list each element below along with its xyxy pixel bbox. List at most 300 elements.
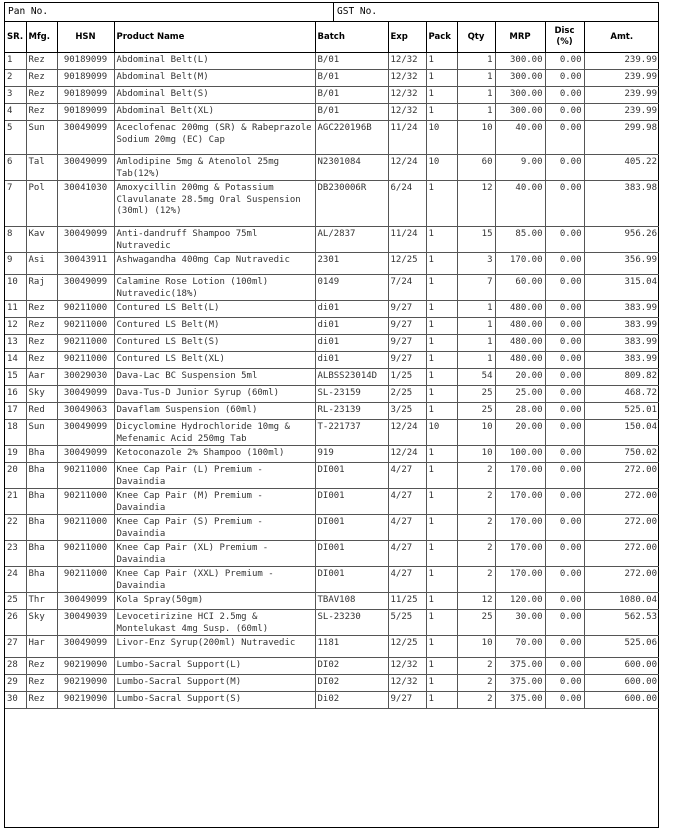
hsn-cell: 90211000 xyxy=(57,567,114,593)
sr-cell: 8 xyxy=(5,227,26,253)
sr-cell: 22 xyxy=(5,515,26,541)
product-name-cell: Calamine Rose Lotion (100ml) Nutravedic(18%) xyxy=(114,275,315,301)
product-name-cell: Aceclofenac 200mg (SR) & Rabeprazole Sodium 20mg (EC) Cap xyxy=(114,121,315,155)
exp-cell: 3/25 xyxy=(388,403,426,420)
mfg-cell: Raj xyxy=(26,275,57,301)
mrp-cell: 30.00 xyxy=(495,610,545,636)
amount-cell: 239.99 xyxy=(584,104,659,121)
exp-cell: 11/25 xyxy=(388,593,426,610)
batch-cell: di01 xyxy=(315,352,388,369)
qty-cell: 2 xyxy=(457,675,495,692)
qty-cell: 1 xyxy=(457,335,495,352)
pack-cell: 1 xyxy=(426,610,457,636)
sr-cell: 14 xyxy=(5,352,26,369)
qty-cell: 12 xyxy=(457,593,495,610)
product-name-cell: Knee Cap Pair (S) Premium - Davaindia xyxy=(114,515,315,541)
disc-cell: 0.00 xyxy=(545,352,584,369)
pack-cell: 1 xyxy=(426,87,457,104)
table-row xyxy=(5,420,659,446)
batch-cell: 1181 xyxy=(315,636,388,658)
pack-cell: 1 xyxy=(426,70,457,87)
exp-cell: 11/24 xyxy=(388,227,426,253)
disc-cell: 0.00 xyxy=(545,420,584,446)
qty-cell: 2 xyxy=(457,463,495,489)
disc-cell: 0.00 xyxy=(545,658,584,675)
exp-cell: 12/25 xyxy=(388,636,426,658)
product-name-cell: Abdominal Belt(S) xyxy=(114,87,315,104)
mrp-cell: 480.00 xyxy=(495,301,545,318)
amount-cell: 750.02 xyxy=(584,446,659,463)
amount-cell: 272.00 xyxy=(584,515,659,541)
qty-cell: 1 xyxy=(457,318,495,335)
pack-cell: 1 xyxy=(426,489,457,515)
batch-header: Batch xyxy=(315,22,388,53)
mrp-cell: 480.00 xyxy=(495,318,545,335)
product-name-cell: Amlodipine 5mg & Atenolol 25mg Tab(12%) xyxy=(114,155,315,181)
sr-cell: 21 xyxy=(5,489,26,515)
qty-cell: 12 xyxy=(457,181,495,227)
sr-cell: 30 xyxy=(5,692,26,709)
product-name-cell: Amoxycillin 200mg & Potassium Clavulanate 28.5mg Oral Suspension (30ml) (12%) xyxy=(114,181,315,227)
mfg-cell: Bha xyxy=(26,489,57,515)
product-name-cell: Abdominal Belt(XL) xyxy=(114,104,315,121)
hsn-cell: 30049039 xyxy=(57,610,114,636)
disc-cell: 0.00 xyxy=(545,515,584,541)
batch-cell: DI02 xyxy=(315,675,388,692)
qty-cell: 1 xyxy=(457,352,495,369)
batch-cell: di01 xyxy=(315,301,388,318)
pack-cell: 1 xyxy=(426,567,457,593)
mfg-cell: Rez xyxy=(26,658,57,675)
batch-cell: AL/2837 xyxy=(315,227,388,253)
exp-cell: 6/24 xyxy=(388,181,426,227)
pack-cell: 10 xyxy=(426,155,457,181)
mfg-cell: Kav xyxy=(26,227,57,253)
batch-cell: B/01 xyxy=(315,87,388,104)
mrp-cell: 20.00 xyxy=(495,369,545,386)
table-row xyxy=(5,446,659,463)
pack-cell: 1 xyxy=(426,227,457,253)
hsn-cell: 90219090 xyxy=(57,692,114,709)
hsn-cell: 30043911 xyxy=(57,253,114,275)
disc-cell: 0.00 xyxy=(545,318,584,335)
disc-cell: 0.00 xyxy=(545,567,584,593)
amount-cell: 956.26 xyxy=(584,227,659,253)
product-name-cell: Contured LS Belt(M) xyxy=(114,318,315,335)
product-name-cell: Knee Cap Pair (XXL) Premium - Davaindia xyxy=(114,567,315,593)
product-name-header: Product Name xyxy=(114,22,315,53)
disc-cell: 0.00 xyxy=(545,692,584,709)
exp-cell: 12/24 xyxy=(388,420,426,446)
pack-cell: 1 xyxy=(426,301,457,318)
disc-cell: 0.00 xyxy=(545,593,584,610)
batch-cell: B/01 xyxy=(315,53,388,70)
batch-cell: RL-23139 xyxy=(315,403,388,420)
mrp-cell: 480.00 xyxy=(495,335,545,352)
mfg-cell: Rez xyxy=(26,335,57,352)
mfg-cell: Rez xyxy=(26,301,57,318)
product-name-cell: Ketoconazole 2% Shampoo (100ml) xyxy=(114,446,315,463)
exp-cell: 9/27 xyxy=(388,318,426,335)
mrp-cell: 9.00 xyxy=(495,155,545,181)
sr-cell: 11 xyxy=(5,301,26,318)
disc-cell: 0.00 xyxy=(545,253,584,275)
exp-cell: 12/32 xyxy=(388,53,426,70)
exp-cell: 1/25 xyxy=(388,369,426,386)
hsn-cell: 90211000 xyxy=(57,352,114,369)
product-name-cell: Dicyclomine Hydrochloride 10mg & Mefenamic Acid 250mg Tab xyxy=(114,420,315,446)
pack-cell: 1 xyxy=(426,386,457,403)
qty-cell: 2 xyxy=(457,692,495,709)
sr-cell: 10 xyxy=(5,275,26,301)
batch-cell: N2301084 xyxy=(315,155,388,181)
product-name-cell: Contured LS Belt(XL) xyxy=(114,352,315,369)
exp-cell: 9/27 xyxy=(388,335,426,352)
mfg-cell: Bha xyxy=(26,541,57,567)
disc-cell: 0.00 xyxy=(545,275,584,301)
exp-cell: 12/32 xyxy=(388,675,426,692)
batch-cell: di01 xyxy=(315,335,388,352)
amount-cell: 1080.04 xyxy=(584,593,659,610)
hsn-cell: 90211000 xyxy=(57,335,114,352)
exp-cell: 2/25 xyxy=(388,386,426,403)
exp-cell: 12/24 xyxy=(388,446,426,463)
qty-cell: 3 xyxy=(457,253,495,275)
sr-cell: 2 xyxy=(5,70,26,87)
disc-cell: 0.00 xyxy=(545,541,584,567)
table-row xyxy=(5,658,659,675)
amount-cell: 239.99 xyxy=(584,87,659,104)
exp-cell: 12/32 xyxy=(388,70,426,87)
disc-cell: 0.00 xyxy=(545,610,584,636)
table-row xyxy=(5,87,659,104)
sr-cell: 9 xyxy=(5,253,26,275)
table-row xyxy=(5,121,659,155)
table-row xyxy=(5,275,659,301)
amount-cell: 809.82 xyxy=(584,369,659,386)
amount-cell: 525.01 xyxy=(584,403,659,420)
disc-cell: 0.00 xyxy=(545,489,584,515)
batch-cell: DI001 xyxy=(315,515,388,541)
product-name-cell: Dava-Lac BC Suspension 5ml xyxy=(114,369,315,386)
mfg-cell: Rez xyxy=(26,70,57,87)
table-row xyxy=(5,181,659,227)
product-name-cell: Contured LS Belt(S) xyxy=(114,335,315,352)
hsn-cell: 90189099 xyxy=(57,53,114,70)
batch-cell: T-221737 xyxy=(315,420,388,446)
invoice-items-table xyxy=(5,22,659,709)
table-row xyxy=(5,369,659,386)
mfg-cell: Rez xyxy=(26,318,57,335)
mfg-cell: Red xyxy=(26,403,57,420)
hsn-cell: 90211000 xyxy=(57,301,114,318)
product-name-cell: Livor-Enz Syrup(200ml) Nutravedic xyxy=(114,636,315,658)
header-bar xyxy=(5,3,658,22)
mrp-cell: 375.00 xyxy=(495,692,545,709)
qty-cell: 2 xyxy=(457,541,495,567)
mfg-cell: Sky xyxy=(26,386,57,403)
qty-cell: 10 xyxy=(457,446,495,463)
disc-cell: 0.00 xyxy=(545,446,584,463)
disc-header: Disc (%) xyxy=(545,22,584,53)
table-row xyxy=(5,515,659,541)
product-name-cell: Anti-dandruff Shampoo 75ml Nutravedic xyxy=(114,227,315,253)
sr-header: SR. xyxy=(5,22,26,53)
exp-cell: 4/27 xyxy=(388,489,426,515)
sr-cell: 29 xyxy=(5,675,26,692)
hsn-cell: 90189099 xyxy=(57,70,114,87)
exp-header: Exp xyxy=(388,22,426,53)
sr-cell: 7 xyxy=(5,181,26,227)
exp-cell: 5/25 xyxy=(388,610,426,636)
batch-cell: ALBSS23014D xyxy=(315,369,388,386)
product-name-cell: Davaflam Suspension (60ml) xyxy=(114,403,315,420)
table-row xyxy=(5,610,659,636)
mrp-cell: 85.00 xyxy=(495,227,545,253)
mrp-cell: 170.00 xyxy=(495,567,545,593)
amount-cell: 150.04 xyxy=(584,420,659,446)
pack-cell: 1 xyxy=(426,352,457,369)
mrp-cell: 170.00 xyxy=(495,541,545,567)
gst-number-label: GST No. xyxy=(337,6,378,17)
table-body xyxy=(5,53,659,709)
hsn-cell: 30049099 xyxy=(57,275,114,301)
sr-cell: 12 xyxy=(5,318,26,335)
amount-cell: 239.99 xyxy=(584,53,659,70)
mrp-cell: 300.00 xyxy=(495,70,545,87)
sr-cell: 24 xyxy=(5,567,26,593)
hsn-cell: 90211000 xyxy=(57,318,114,335)
mfg-cell: Thr xyxy=(26,593,57,610)
exp-cell: 9/27 xyxy=(388,692,426,709)
qty-cell: 1 xyxy=(457,70,495,87)
batch-cell: DI001 xyxy=(315,541,388,567)
product-name-cell: Levocetirizine HCI 2.5mg & Montelukast 4mg Susp. (60ml) xyxy=(114,610,315,636)
qty-cell: 2 xyxy=(457,567,495,593)
mfg-cell: Rez xyxy=(26,53,57,70)
sr-cell: 17 xyxy=(5,403,26,420)
table-row xyxy=(5,53,659,70)
product-name-cell: Contured LS Belt(L) xyxy=(114,301,315,318)
disc-cell: 0.00 xyxy=(545,87,584,104)
hsn-cell: 30049099 xyxy=(57,386,114,403)
sr-cell: 1 xyxy=(5,53,26,70)
product-name-cell: Knee Cap Pair (XL) Premium - Davaindia xyxy=(114,541,315,567)
pack-cell: 1 xyxy=(426,593,457,610)
table-row xyxy=(5,567,659,593)
amount-cell: 272.00 xyxy=(584,567,659,593)
product-name-cell: Knee Cap Pair (M) Premium - Davaindia xyxy=(114,489,315,515)
amount-cell: 562.53 xyxy=(584,610,659,636)
mrp-cell: 480.00 xyxy=(495,352,545,369)
pack-cell: 1 xyxy=(426,463,457,489)
mrp-header: MRP xyxy=(495,22,545,53)
exp-cell: 4/27 xyxy=(388,567,426,593)
hsn-cell: 30049099 xyxy=(57,446,114,463)
mrp-cell: 300.00 xyxy=(495,53,545,70)
qty-cell: 1 xyxy=(457,301,495,318)
amount-cell: 383.99 xyxy=(584,301,659,318)
product-name-cell: Lumbo-Sacral Support(S) xyxy=(114,692,315,709)
batch-cell: 2301 xyxy=(315,253,388,275)
disc-cell: 0.00 xyxy=(545,181,584,227)
qty-cell: 10 xyxy=(457,636,495,658)
qty-cell: 10 xyxy=(457,121,495,155)
amount-cell: 239.99 xyxy=(584,70,659,87)
mrp-cell: 40.00 xyxy=(495,181,545,227)
amount-cell: 315.04 xyxy=(584,275,659,301)
qty-cell: 1 xyxy=(457,53,495,70)
hsn-header: HSN xyxy=(57,22,114,53)
mfg-cell: Rez xyxy=(26,104,57,121)
mfg-cell: Bha xyxy=(26,515,57,541)
disc-cell: 0.00 xyxy=(545,335,584,352)
batch-cell: B/01 xyxy=(315,104,388,121)
pack-cell: 1 xyxy=(426,253,457,275)
batch-cell: DI02 xyxy=(315,658,388,675)
disc-cell: 0.00 xyxy=(545,104,584,121)
amount-cell: 600.00 xyxy=(584,658,659,675)
product-name-cell: Knee Cap Pair (L) Premium - Davaindia xyxy=(114,463,315,489)
batch-cell: TBAV108 xyxy=(315,593,388,610)
amount-cell: 272.00 xyxy=(584,541,659,567)
disc-cell: 0.00 xyxy=(545,369,584,386)
disc-cell: 0.00 xyxy=(545,70,584,87)
table-row xyxy=(5,335,659,352)
hsn-cell: 30029030 xyxy=(57,369,114,386)
pack-cell: 1 xyxy=(426,636,457,658)
exp-cell: 7/24 xyxy=(388,275,426,301)
qty-cell: 15 xyxy=(457,227,495,253)
table-row xyxy=(5,352,659,369)
mrp-cell: 375.00 xyxy=(495,658,545,675)
table-row xyxy=(5,489,659,515)
hsn-cell: 90219090 xyxy=(57,675,114,692)
amount-cell: 356.99 xyxy=(584,253,659,275)
pack-cell: 1 xyxy=(426,515,457,541)
table-row xyxy=(5,104,659,121)
pack-cell: 1 xyxy=(426,403,457,420)
qty-cell: 1 xyxy=(457,104,495,121)
hsn-cell: 30049099 xyxy=(57,121,114,155)
mrp-cell: 170.00 xyxy=(495,253,545,275)
mfg-cell: Aar xyxy=(26,369,57,386)
sr-cell: 16 xyxy=(5,386,26,403)
batch-cell: di01 xyxy=(315,318,388,335)
sr-cell: 4 xyxy=(5,104,26,121)
batch-cell: SL-23159 xyxy=(315,386,388,403)
sr-cell: 28 xyxy=(5,658,26,675)
qty-cell: 25 xyxy=(457,610,495,636)
pack-cell: 1 xyxy=(426,658,457,675)
table-row xyxy=(5,253,659,275)
batch-cell: DI001 xyxy=(315,463,388,489)
mfg-cell: Bha xyxy=(26,463,57,489)
exp-cell: 12/32 xyxy=(388,658,426,675)
pan-number-label: Pan No. xyxy=(5,3,334,21)
product-name-cell: Ashwagandha 400mg Cap Nutravedic xyxy=(114,253,315,275)
mrp-cell: 170.00 xyxy=(495,463,545,489)
mrp-cell: 20.00 xyxy=(495,420,545,446)
mrp-cell: 60.00 xyxy=(495,275,545,301)
exp-cell: 4/27 xyxy=(388,515,426,541)
batch-cell: B/01 xyxy=(315,70,388,87)
amount-cell: 383.98 xyxy=(584,181,659,227)
mfg-cell: Sun xyxy=(26,420,57,446)
exp-cell: 9/27 xyxy=(388,301,426,318)
pack-cell: 1 xyxy=(426,369,457,386)
mfg-cell: Rez xyxy=(26,87,57,104)
amount-cell: 272.00 xyxy=(584,463,659,489)
mfg-cell: Tal xyxy=(26,155,57,181)
pack-cell: 1 xyxy=(426,335,457,352)
sr-cell: 20 xyxy=(5,463,26,489)
qty-cell: 10 xyxy=(457,420,495,446)
mrp-cell: 100.00 xyxy=(495,446,545,463)
sr-cell: 26 xyxy=(5,610,26,636)
table-row xyxy=(5,403,659,420)
sr-cell: 6 xyxy=(5,155,26,181)
product-name-cell: Dava-Tus-D Junior Syrup (60ml) xyxy=(114,386,315,403)
mfg-cell: Asi xyxy=(26,253,57,275)
mrp-cell: 70.00 xyxy=(495,636,545,658)
pack-cell: 1 xyxy=(426,53,457,70)
batch-cell: DB230006R xyxy=(315,181,388,227)
pack-cell: 1 xyxy=(426,541,457,567)
table-row xyxy=(5,593,659,610)
mfg-header: Mfg. xyxy=(26,22,57,53)
amount-cell: 383.99 xyxy=(584,352,659,369)
hsn-cell: 90189099 xyxy=(57,104,114,121)
table-row xyxy=(5,692,659,709)
amount-cell: 468.72 xyxy=(584,386,659,403)
exp-cell: 4/27 xyxy=(388,541,426,567)
mfg-cell: Rez xyxy=(26,675,57,692)
qty-cell: 2 xyxy=(457,658,495,675)
sr-cell: 18 xyxy=(5,420,26,446)
amount-cell: 405.22 xyxy=(584,155,659,181)
disc-cell: 0.00 xyxy=(545,403,584,420)
sr-cell: 27 xyxy=(5,636,26,658)
qty-cell: 60 xyxy=(457,155,495,181)
mrp-cell: 120.00 xyxy=(495,593,545,610)
hsn-cell: 30049099 xyxy=(57,155,114,181)
mrp-cell: 300.00 xyxy=(495,104,545,121)
amount-header: Amt. xyxy=(584,22,659,53)
table-row xyxy=(5,318,659,335)
amount-cell: 600.00 xyxy=(584,692,659,709)
disc-cell: 0.00 xyxy=(545,155,584,181)
hsn-cell: 90211000 xyxy=(57,515,114,541)
disc-cell: 0.00 xyxy=(545,227,584,253)
pack-cell: 10 xyxy=(426,420,457,446)
amount-cell: 383.99 xyxy=(584,318,659,335)
table-row xyxy=(5,70,659,87)
sr-cell: 15 xyxy=(5,369,26,386)
table-row xyxy=(5,463,659,489)
amount-cell: 383.99 xyxy=(584,335,659,352)
sr-cell: 5 xyxy=(5,121,26,155)
batch-cell: DI001 xyxy=(315,567,388,593)
disc-cell: 0.00 xyxy=(545,301,584,318)
sr-cell: 23 xyxy=(5,541,26,567)
mfg-cell: Har xyxy=(26,636,57,658)
mrp-cell: 300.00 xyxy=(495,87,545,104)
hsn-cell: 30049099 xyxy=(57,227,114,253)
mfg-cell: Sky xyxy=(26,610,57,636)
table-row xyxy=(5,301,659,318)
disc-cell: 0.00 xyxy=(545,53,584,70)
